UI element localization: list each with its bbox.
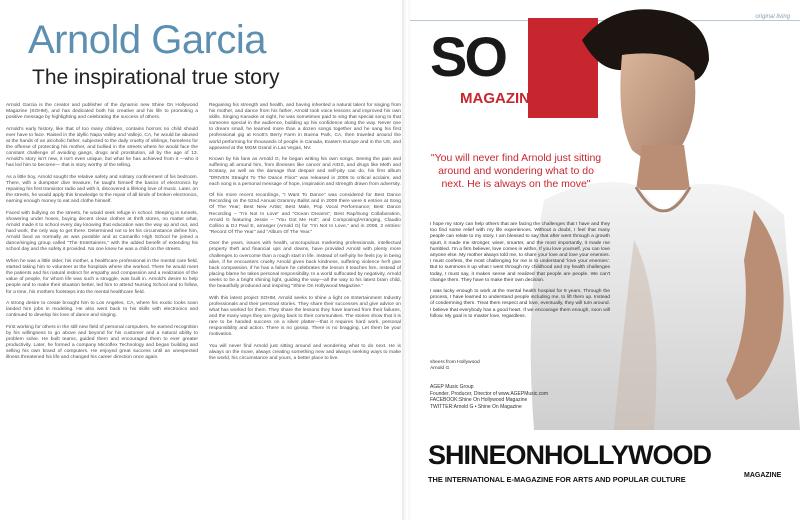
paragraph: Known by his fans as Arnold G, he began writing his own songs. Seeing the pain and suffering all around him, from illnesses like cancer and AIDS, and drugs like Meth and Ecstasy, as well as the damage that despair and self-pity can do, his first album "DRIVEN Straight To The Dance Floor" was released in 2006 to critical acclaim, and each song is a personal message of hope, inspiration and strength drawn from adversity. [209, 157, 401, 187]
signoff [430, 360, 480, 372]
contact-line[interactable]: FACEBOOK:Shine On Hollywood Magazine [430, 397, 528, 403]
article-column-2 [209, 103, 401, 368]
paragraph: Arnold Garcia is the creator and publisher of the dynamic new Shine On Hollywood Magazine (SOHM), and has dedicated both his creative and his life to promoting a positive message by highlighting and celebrating the success of others. [6, 103, 198, 121]
pull-quote: "You will never find Arnold just sitting around and wondering what to do next. He is always on the move" [430, 152, 602, 190]
paragraph: I hope my story can help others that are facing the challenges that I have and they too find some relief with my life experiences. Without a doubt, I feel that many people can relate to my story. I am blessed to say that after went through a growth spurt, it made me stronger, wiser, smarter, and the most importantly, it made me humbled. I'm a firm believer, love comes in within. If you love yourself, you can love anyone else. My mother always told me, to share your love and love your enemies. I must confess, the most challenging for me is to understand 'love your enemies'. But to summons it up what I went through my childhood and my health challenges today, I must say, it makes sense and realized that people are people. We can't change them. They have to make their own decision. [430, 222, 610, 283]
article-subtitle: The inspirational true story [32, 66, 280, 89]
paragraph: First working for others in the still new field of personal computers, he earned recognition by his willingness to go above and beyond for his customer and a natural ability to problem solve. He built teams, guided them and encouraged them to ever greater productivity. Later, he formed a company Microflex Technology and began building and selling his own brand of computers. He enjoyed great success until an unexpected illness threatened his life and changed his career direction once again. [6, 324, 198, 361]
contact-line[interactable]: Founder, Producer, Director of www.AGEPMusic.com [430, 390, 549, 397]
paragraph: Of his more recent recordings, "I Want To Dance" was considered for Best Dance Recording on the 52nd Annual Grammy Ballot and in 2009 there were 6 entries at Song Of The Year; Best New Artist; Best Male, Pop Vocal Performance; Best Dance Recording – "I'm Not In Love" and "Ocean Dreams"; Best Rap/Sung Collaboration, Arnold G featuring Jessie – "You Got Me Hot"; and Composing/Arranging, Claudio Collino & DJ Paul E, arranger (Arnold G) for "I'm Not In Love," and in 2008, 2 entries: "Record Of The Year" and "Album Of The Year." [209, 193, 401, 235]
letter-body [430, 222, 610, 325]
portrait-photo [504, 0, 800, 430]
paragraph: You will never find Arnold just sitting around and wondering what to do next. He is always on the move, always creating something new and always seeking ways to make the world, his circumstance and yours, a better place to live. [209, 343, 401, 361]
article-title: Arnold Garcia [28, 18, 267, 62]
signoff-name: Arnold G [430, 366, 450, 372]
paragraph: A strong desire to create brought him to Los Angeles, CA, where his exotic looks soon landed him jobs in modeling. He also went back to his skills with electronics and continued to develop his love of dance and singing. [6, 301, 198, 319]
signoff-line: sheers from Hollywood [430, 360, 480, 365]
corner-label: original living [755, 14, 790, 20]
paragraph: Regaining his strength and health, and having inherited a natural talent for singing from his mother, and dance from his father, Arnold took voice lessons and improved his own skills. Singing Karaoke at night, he was sometimes paid to sing that special song to that someone special in the audience, building up his confidence along the way. Never one to dream small, he learned more than a dozen songs together and he sang his first professional gig at Knott's Berry Farm in Buena Park, CA, then traveled around the world performing for thousands of people in Canada, Eastern Europe and in the US, and appeared at the MGM Grand in Las Vegas, NV. [209, 103, 401, 151]
contact-line: AGEP Music Group [430, 384, 474, 390]
paragraph: With this latest project SOHM, Arnold seeks to shine a light on Entertainment Industry professionals and their personal stories. They share their successes and give advice on what has worked for them. They share the lessons they have learned from their failures, and the many ways they are giving back to their communities. The stories show that it is rare to be handed success on a silver platter—that it requires hard work, personal responsibility and action. There is no gossip. There is no bragging. Let them be your motivation. [209, 295, 401, 338]
paragraph: When he was a little older, his mother, a healthcare professional in the mental care field, started taking him to volunteer at the hospitals where she worked. There he would meet the patients and his natural instinct for empathy and compassion and a realization of the value of people, for whom life was such a struggle, was built in. Arnold's desire to help people and to make their situation better, led him to attend Nursing School and to follow, for a time, his mothers footsteps into the mental healthcare field. [6, 259, 198, 295]
paragraph: Over the years, issues with health, unscrupulous marketing professionals, intellectual property theft and financial ups and downs, have provided Arnold with plenty more challenges to overcome than a rough start in life. Instead of self-pity he feels joy in being alive, if he encounters cruelty Arnold gives back kindness, suffering violence he'll give back compassion, if he has a failure he celebrates the lesson it teaches him, instead of placing blame he takes personal responsibility. In a world suffocated by negativity, Arnold seeks to be a bright shining light, guiding the way—all the way to his latest brain child, the beautifully produced and inspiring "Shine On Hollywood Magazine." [209, 241, 401, 290]
logo-magazine-word: MAGAZINE [460, 90, 540, 107]
paragraph: I was lucky enough to work at the mental health hospital for 9 years. Through the process, I have learned to understand people including me, to lift them up. Instead of condemning them. Treat them respect and love, eventually, they will turn around. I believe that everybody has a good heart. If we encourage them enough, soon will follow. My goal is to master love, regardless. [430, 289, 610, 319]
paragraph: Arnold's early history, like that of too many children, contains horrors no child should ever have to face. Raised in the idyllic Napa Valley and Vallejo, CA, he would be abused at the hands of an alcoholic father, subjected to the daily cruelty of siblings, homeless for the offense of protecting his mother, and bullied in the streets where he would face the constant challenge of avoiding gangs, drugs and prostitution, all by the age of 13. Arnold's story isn't new, it isn't even unique, but what he has achieved from it —who it has led him to become— that is story worthy of the telling. [6, 126, 198, 169]
brand-magazine-label: MAGAZINE [744, 472, 782, 479]
brand-wordmark: SHINEONHOLLYWOOD [428, 440, 712, 470]
article-column-1 [6, 103, 198, 367]
paragraph: As a little boy, Arnold sought the relative safety and solitary confinement of his bedroom. There, with a dumpster dive treasure, he taught himself the basics of electronics by repairing his first transistor radio and with it, discovered a lifelong love of music. Later, on the streets, he would apply this knowledge to the repair of all kinds of broken electronics, earning enough money to eat and clothe himself. [6, 174, 198, 205]
brand-tagline: THE INTERNATIONAL E-MAGAZINE FOR ARTS AND POPULAR CULTURE [428, 475, 686, 484]
contact-line[interactable]: TWITTER:Arnold G • Shine On Magazine [430, 403, 522, 410]
contact-info [430, 384, 548, 410]
magazine-logo: SO [430, 25, 505, 88]
paragraph: Faced with bullying on the streets, he would seek refuge in school. Sleeping in tunnels, showering under hoses, buying decent clean clothes at thrift stores, no matter what, Arnold made it to school every day knowing that education was the way up and out, and hard work, the only way to get there. Determined not to let his circumstance define him, Arnold lived as normally as was possible and at Camarillo High School he joined a dance/singing group called "The Entertainers," with the added benefit of extending his school day and the safety it provided. No one knew he was a child on the streets. [6, 210, 198, 253]
right-page [410, 0, 800, 520]
